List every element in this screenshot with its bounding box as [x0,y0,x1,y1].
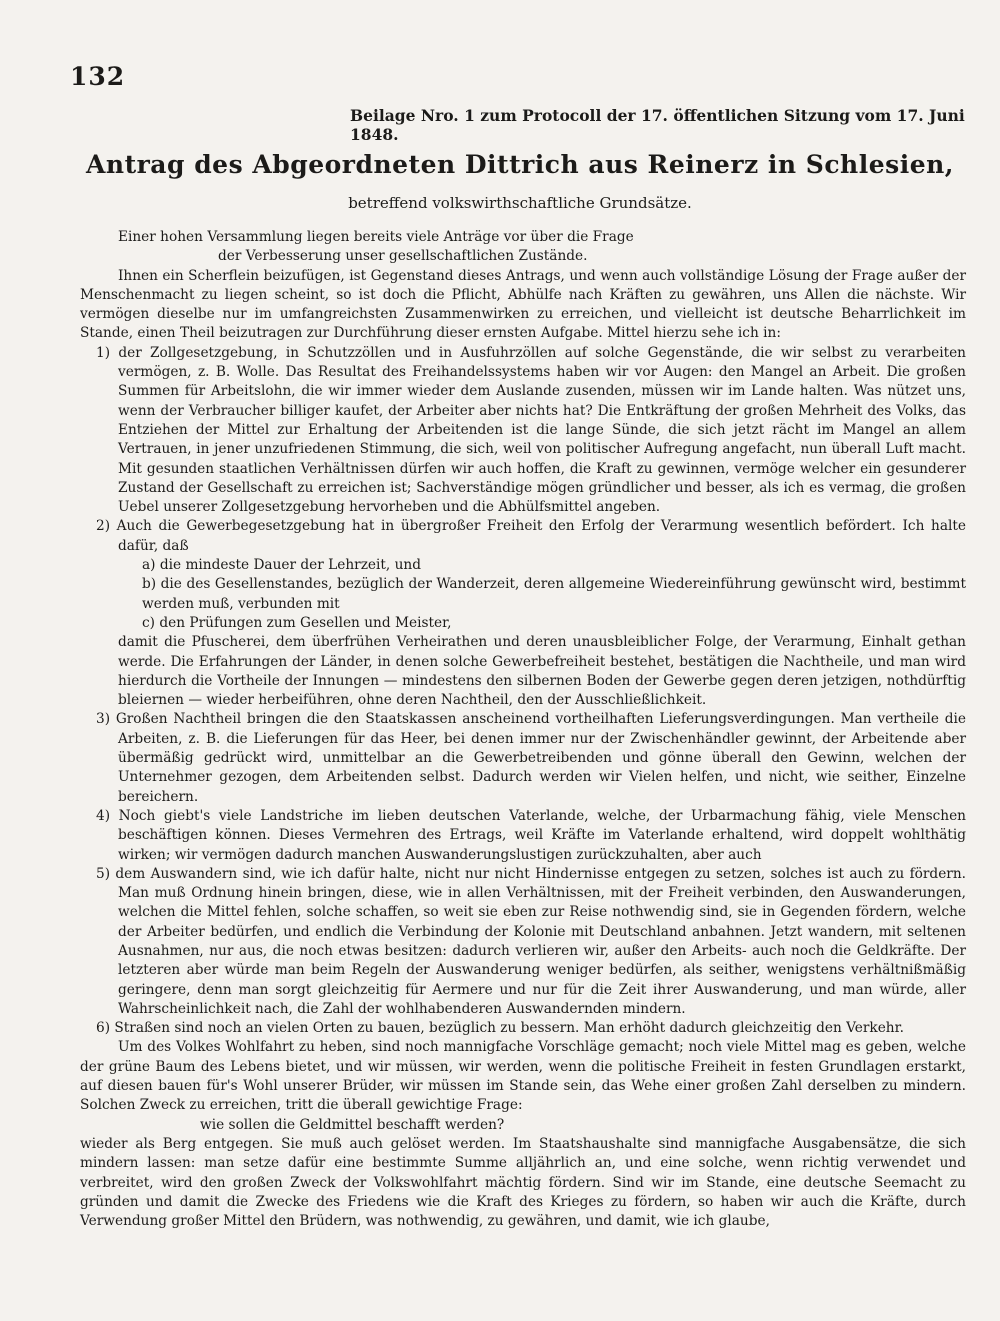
sub-item: a) die mindeste Dauer der Lehrzeit, und [142,557,421,574]
paragraph: Um des Volkes Wohlfahrt zu heben, sind noch mannigfache Vorschläge gemacht; noch viele Mittel mag es geben, welche der grüne Baum des Lebens bietet, und wir müssen, wir werden, wenn die politische Freiheit in festen Grundlagen erstarkt, auf diesen bauen für's Wohl unserer Brüder, wir müssen im Stande sein, das Wehe einer großen Zahl derselben zu mindern. Solchen Zweck zu erreichen, tritt die überall gewichtige Frage: [80,1039,966,1114]
list-item: 2) Auch die Gewerbegesetzgebung hat in übergroßer Freiheit den Erfolg der Verarmung wesentlich befördert. Ich halte dafür, daß [96,518,966,554]
list-item: 3) Großen Nachtheil bringen die den Staatskassen anscheinend vortheilhaften Lieferungsverdingungen. Man vertheile die Arbeiten, z. B. die Lieferungen für das Heer, bei denen immer nur der Zwischenhändler gewinnt, der Arbeitende aber übermäßig gedrückt wird, unmittelbar an die Gewerbetreibenden und gönne überall den Gewinn, welchen der Unternehmer gezogen, dem Arbeitenden selbst. Dadurch werden wir Vielen helfen, und nicht, wie seither, Einzelne bereichern. [96,711,966,805]
list-item: 6) Straßen sind noch an vielen Orten zu bauen, bezüglich zu bessern. Man erhöht dadurch gleichzeitig den Verkehr. [96,1020,904,1037]
question-line: wie sollen die Geldmittel beschafft werden? [200,1116,505,1133]
document-body [80,228,966,1231]
paragraph: damit die Pfuscherei, dem überfrühen Verheirathen und deren unausbleiblicher Folge, der Verarmung, Einhalt gethan werde. Die Erfahrungen der Länder, in denen solche Gewerbefreiheit bestehet, bestätigen die Nachtheile, und man wird hierdurch die Vortheile der Innungen — mindestens den silbernen Boden der Gewerbe gegen deren jetzigen, nothdürftig bleiernen — wieder herbeiführen, ohne deren Nachtheil, den der Ausschließlichkeit. [118,634,966,709]
paragraph: Ihnen ein Scherflein beizufügen, ist Gegenstand dieses Antrags, und wenn auch vollständige Lösung der Frage außer der Menschenmacht zu liegen scheint, so ist doch die Pflicht, Abhülfe nach Kräften zu gewähren, uns Allen die nächste. Wir vermögen dieselbe nur im umfangreichsten Zusammenwirken zu erreichen, und vielleicht ist deutsche Beharrlichkeit im Stande, einen Theil beizutragen zur Durchführung dieser ernsten Aufgabe. Mittel hierzu sehe ich in: [80,267,966,342]
document-subtitle: betreffend volkswirthschaftliche Grundsätze. [348,194,692,212]
list-item: 1) der Zollgesetzgebung, in Schutzzöllen und in Ausfuhrzöllen auf solche Gegenstände, die wir selbst zu verarbeiten vermögen, z. B. Wolle. Das Resultat des Freihandelssystems haben wir vor Augen: den Mangel an Arbeit. Die großen Summen für Arbeitslohn, die wir immer wieder dem Auslande zusenden, müssen wir im Lande halten. Was nützet uns, wenn der Verbraucher billiger kaufet, der Arbeiter aber nichts hat? Die Entkräftung der großen Mehrheit des Volks, das Entziehen der Mittel zur Erhaltung der Arbeitenden ist die lange Sünde, die sich jetzt rächt im Mangel an allem Vertrauen, in jener unzufriedenen Stimmung, die sich, weil von politischer Aufregung angefacht, nun überall Luft macht. Mit gesunden staatlichen Verhältnissen dürfen wir auch hoffen, die Kraft zu gewinnen, vermöge welcher ein gesunderer Zustand der Gesellschaft zu erreichen ist; Sachverständige mögen gründlicher und besser, als ich es vermag, die großen Uebel unserer Zollgesetzgebung hervorheben und die Abhülfsmittel angeben. [96,344,966,516]
running-header: Beilage Nro. 1 zum Protocoll der 17. öffentlichen Sitzung vom 17. Juni 1848. [350,106,965,144]
paragraph: der Verbesserung unser gesellschaftlichen Zustände. [218,248,588,265]
page-number: 132 [70,62,126,91]
list-item: 5) dem Auswandern sind, wie ich dafür halte, nicht nur nicht Hindernisse entgegen zu setzen, solches ist auch zu fördern. Man muß Ordnung hinein bringen, diese, wie in allen Verhältnissen, mit der Freiheit verbinden, den Auswanderungen, welchen die Mittel fehlen, solche schaffen, so weit sie eben zur Reise nothwendig sind, sie in Gegenden fördern, welche der Arbeiter bedürfen, und endlich die Verbindung der Kolonie mit Deutschland anbahnen. Jetzt wandern, mit seltenen Ausnahmen, nur aus, die noch etwas besitzen: dadurch verlieren wir, außer den Arbeits- auch noch die Geldkräfte. Der letzteren aber würde man beim Regeln der Auswanderung weniger bedürfen, als seither, wenigstens verhältnißmäßig geringere, denn man sorgt gleichzeitig für Aermere und nur für die Zeit ihrer Auswanderung, und man würde, aller Wahrscheinlichkeit nach, die Zahl der wohlhabenderen Auswandernden mindern. [96,865,966,1017]
paragraph: Einer hohen Versammlung liegen bereits viele Anträge vor über die Frage [118,229,634,245]
list-item: 4) Noch giebt's viele Landstriche im lieben deutschen Vaterlande, welche, der Urbarmachung fähig, viele Menschen beschäftigen können. Dieses Vermehren des Ertrags, weil Kräfte im Vaterlande erhaltend, wird doppelt wohlthätig wirken; wir vermögen dadurch manchen Auswanderungslustigen zurückzuhalten, aber auch [96,807,966,863]
paragraph: wieder als Berg entgegen. Sie muß auch gelöset werden. Im Staatshaushalte sind mannigfache Ausgabensätze, die sich mindern lassen: man setze dafür eine bestimmte Summe alljährlich an, und eine solche, wenn richtig verwendet und verbreitet, wird den großen Zweck der Volkswohlfahrt mächtig fördern. Sind wir im Stande, eine deutsche Seemacht zu gründen und damit die Zwecke des Friedens wie die Kraft des Krieges zu fördern, so haben wir auch die Kräfte, durch Verwendung großer Mittel den Brüdern, was nothwendig, zu gewähren, und damit, wie ich glaube, [80,1135,966,1230]
document-title: Antrag des Abgeordneten Dittrich aus Reinerz in Schlesien, [86,150,954,179]
sub-item: c) den Prüfungen zum Gesellen und Meister, [142,614,452,631]
sub-item: b) die des Gesellenstandes, bezüglich der Wanderzeit, deren allgemeine Wiedereinführung gewünscht wird, bestimmt werden muß, verbunden mit [142,576,966,612]
